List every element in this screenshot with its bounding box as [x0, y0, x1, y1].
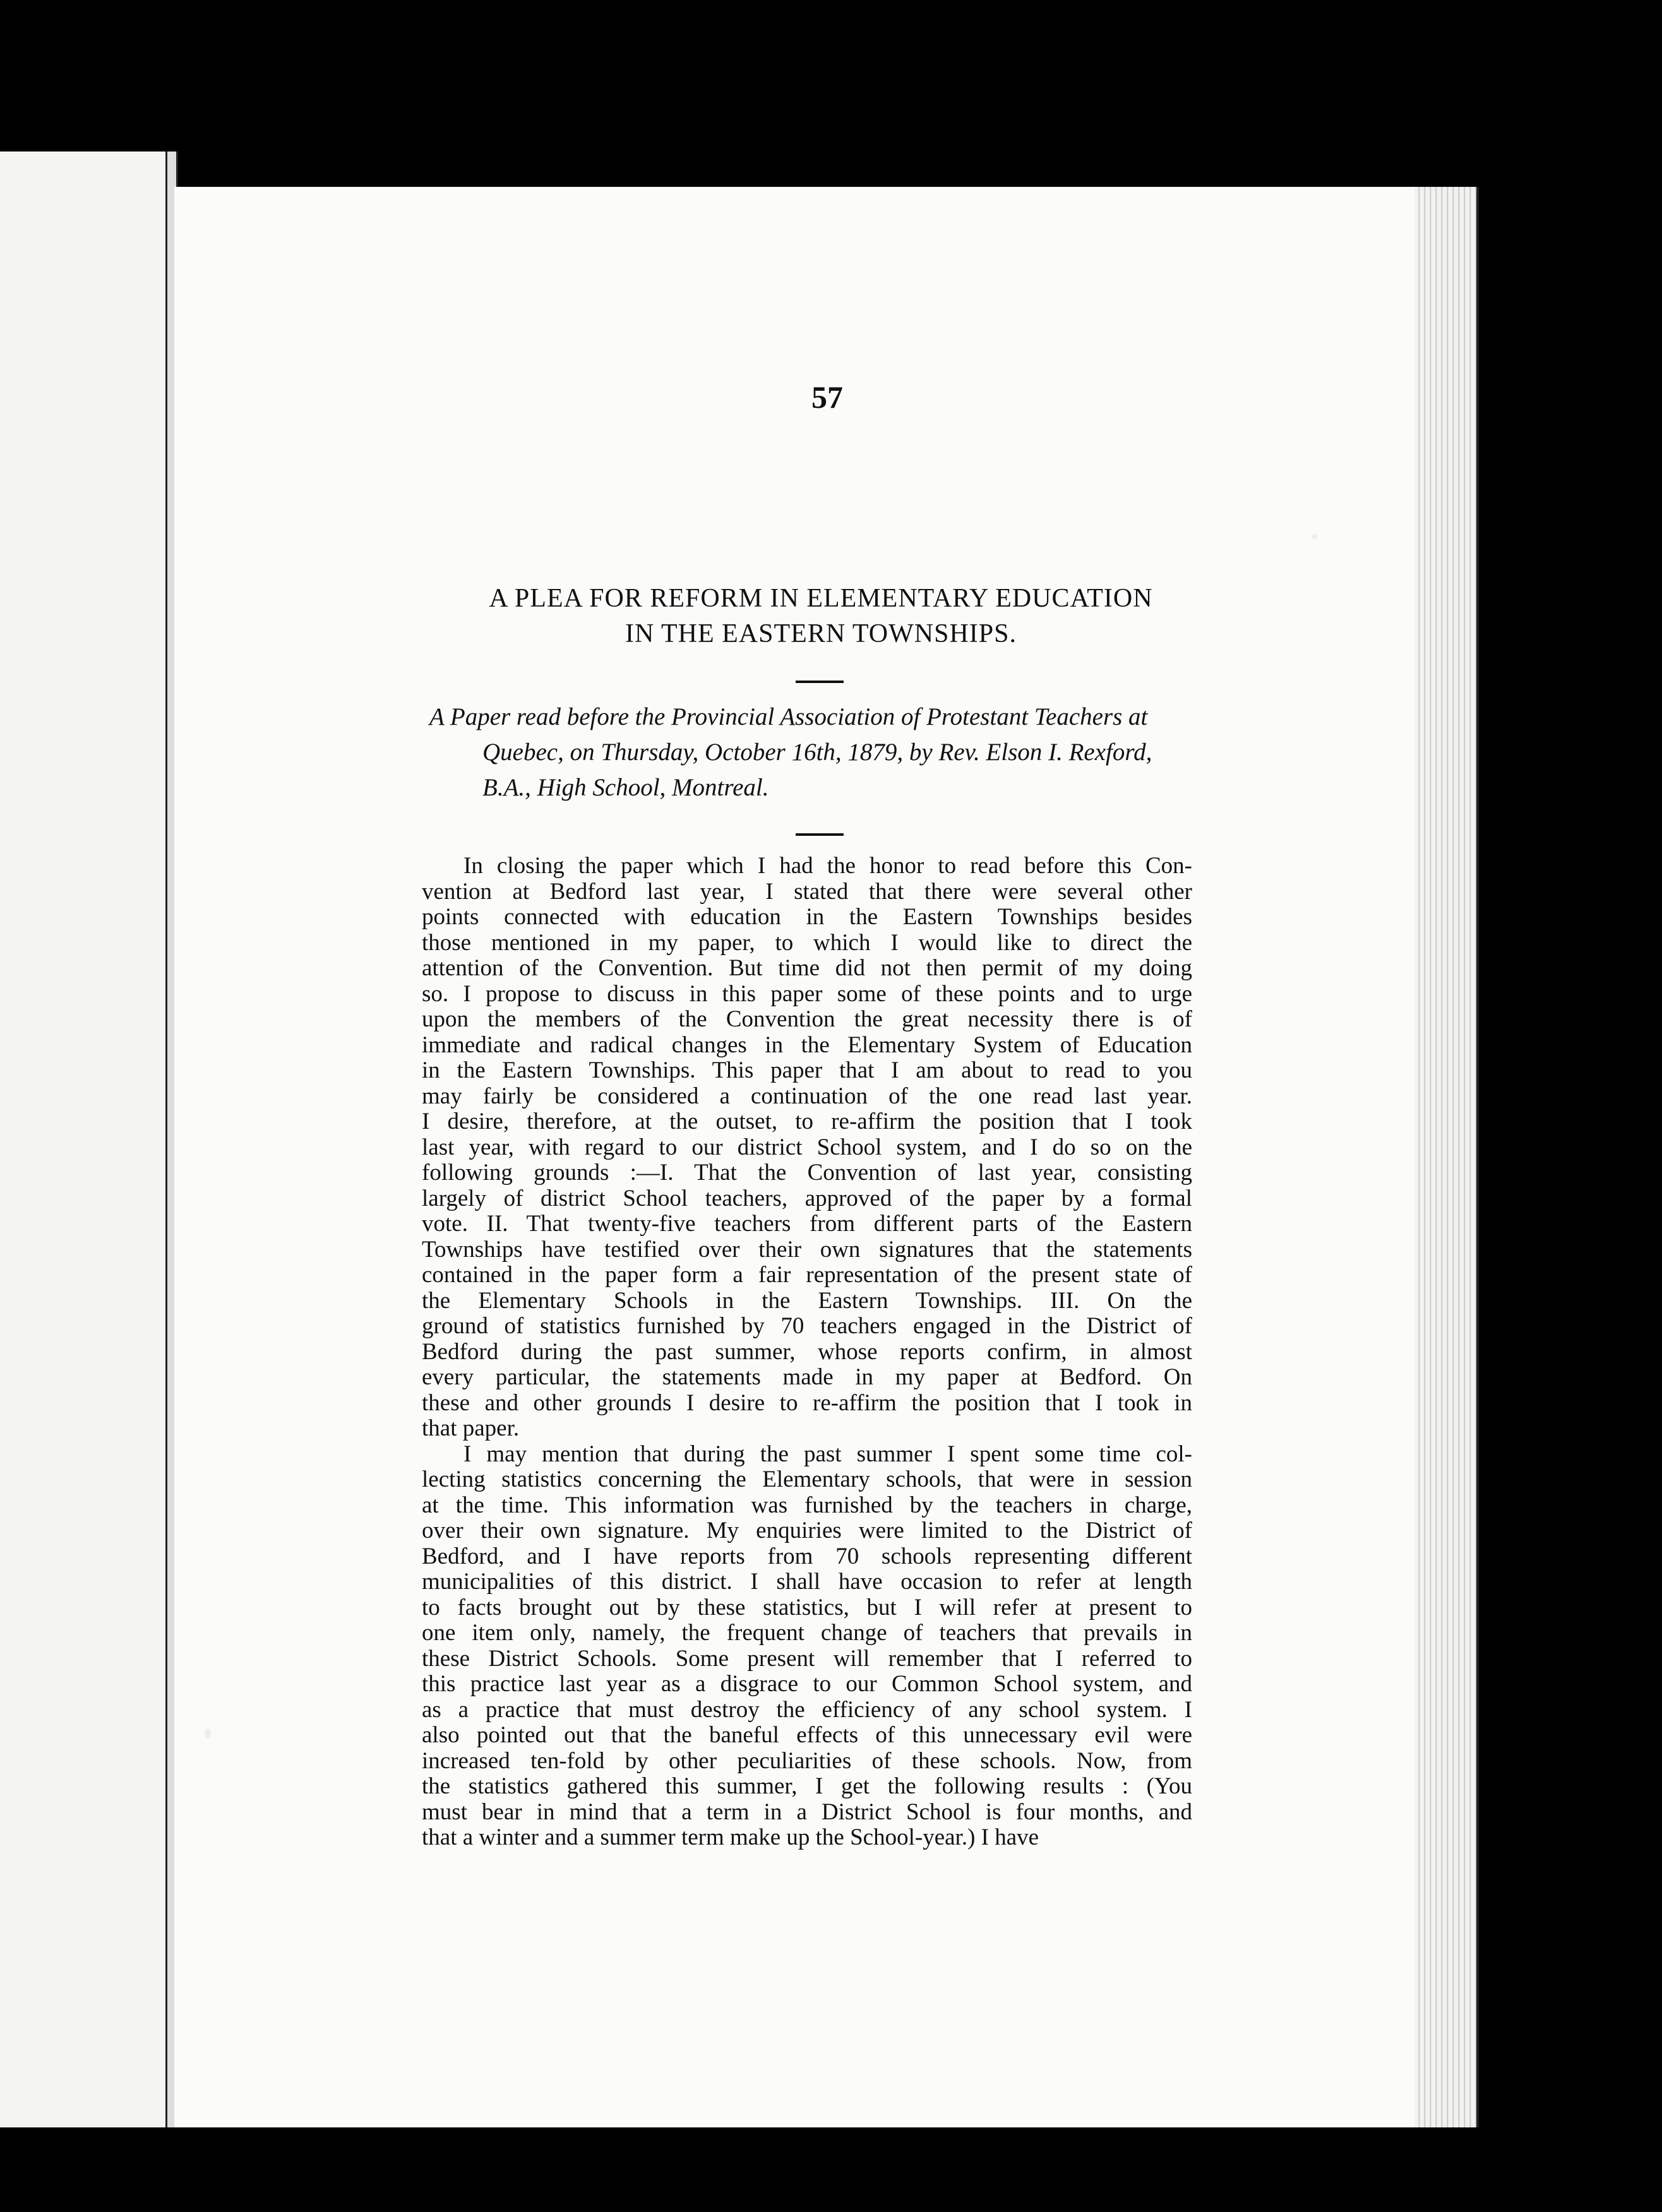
- text-line: to facts brought out by these statistics, but I will refer at present to: [422, 1594, 1192, 1620]
- left-facing-page: [0, 152, 173, 2127]
- text-line: immediate and radical changes in the Elementary System of Education: [422, 1032, 1192, 1058]
- text-line: vote. II. That twenty-five teachers from different parts of the Eastern: [422, 1211, 1192, 1237]
- text-line: following grounds :—I. That the Convention of last year, consisting: [422, 1160, 1192, 1186]
- text-line: I desire, therefore, at the outset, to re-affirm the position that I took: [422, 1109, 1192, 1134]
- title-divider: [796, 681, 844, 683]
- text-line: every particular, the statements made in my paper at Bedford. On: [422, 1364, 1192, 1390]
- title-line: A PLEA FOR REFORM IN ELEMENTARY EDUCATION: [489, 584, 1153, 613]
- byline-divider: [796, 833, 844, 836]
- byline-line: A Paper read before the Provincial Association of Protestant Teachers at: [429, 703, 1148, 730]
- byline-line: Quebec, on Thursday, October 16th, 1879, by Rev. Elson I. Rexford,: [482, 739, 1152, 766]
- paragraph-2: [422, 1442, 1192, 1851]
- article-title: [429, 581, 1212, 651]
- text-line: so. I propose to discuss in this paper some of these points and to urge: [422, 980, 1192, 1007]
- text-line: that paper.: [422, 1415, 520, 1441]
- text-line: that a winter and a summer term make up the School-year.) I have: [422, 1824, 1039, 1850]
- text-line: largely of district School teachers, approved of the paper by a formal: [422, 1185, 1192, 1211]
- text-line: contained in the paper form a fair representation of the present state of: [422, 1262, 1192, 1288]
- scan-speck: [1312, 534, 1317, 539]
- article-body: [422, 853, 1192, 1851]
- text-line: last year, with regard to our district School system, and I do so on the: [422, 1134, 1192, 1160]
- text-line: the Elementary Schools in the Eastern Townships. III. On the: [422, 1287, 1192, 1314]
- text-line: one item only, namely, the frequent change of teachers that prevails in: [422, 1620, 1192, 1646]
- page-number: 57: [811, 379, 843, 415]
- text-line: points connected with education in the Eastern Townships besides: [422, 904, 1192, 930]
- byline-line: B.A., High School, Montreal.: [482, 774, 769, 801]
- text-line: also pointed out that the baneful effects of this unnecessary evil were: [422, 1722, 1192, 1748]
- article-byline: [429, 699, 1212, 806]
- text-line: increased ten-fold by other peculiarities of these schools. Now, from: [422, 1747, 1192, 1774]
- text-line: upon the members of the Convention the great necessity there is of: [422, 1006, 1192, 1032]
- text-line: vention at Bedford last year, I stated that there were several other: [422, 878, 1192, 905]
- text-line: must bear in mind that a term in a District School is four months, and: [422, 1799, 1192, 1825]
- scan-speck: [205, 1728, 211, 1739]
- text-line: Bedford, and I have reports from 70 schools representing different: [422, 1543, 1192, 1569]
- page-edges: [1414, 187, 1479, 2127]
- paragraph-1: [422, 853, 1192, 1442]
- text-line: lecting statistics concerning the Elementary schools, that were in session: [422, 1466, 1192, 1492]
- text-line: Bedford during the past summer, whose reports confirm, in almost: [422, 1338, 1192, 1365]
- text-line: municipalities of this district. I shall have occasion to refer at length: [422, 1569, 1192, 1595]
- text-line: the statistics gathered this summer, I get the following results : (You: [422, 1773, 1192, 1799]
- text-line: these District Schools. Some present will remember that I referred to: [422, 1645, 1192, 1672]
- text-line: these and other grounds I desire to re-affirm the position that I took in: [422, 1389, 1192, 1416]
- title-line: IN THE EASTERN TOWNSHIPS.: [625, 619, 1017, 648]
- text-line: may fairly be considered a continuation of the one read last year.: [422, 1083, 1192, 1109]
- text-line: this practice last year as a disgrace to our Common School system, and: [422, 1671, 1192, 1697]
- text-line: those mentioned in my paper, to which I would like to direct the: [422, 929, 1192, 956]
- text-line: I may mention that during the past summer I spent some time col-: [463, 1441, 1192, 1467]
- text-line: In closing the paper which I had the honor to read before this Con-: [463, 853, 1192, 879]
- text-line: Townships have testified over their own signatures that the statements: [422, 1236, 1192, 1263]
- text-line: attention of the Convention. But time did not then permit of my doing: [422, 955, 1192, 981]
- text-line: as a practice that must destroy the efficiency of any school system. I: [422, 1696, 1192, 1723]
- text-line: in the Eastern Townships. This paper that I am about to read to you: [422, 1057, 1192, 1083]
- text-line: at the time. This information was furnished by the teachers in charge,: [422, 1492, 1192, 1518]
- text-line: over their own signature. My enquiries were limited to the District of: [422, 1518, 1192, 1543]
- text-line: ground of statistics furnished by 70 teachers engaged in the District of: [422, 1313, 1192, 1339]
